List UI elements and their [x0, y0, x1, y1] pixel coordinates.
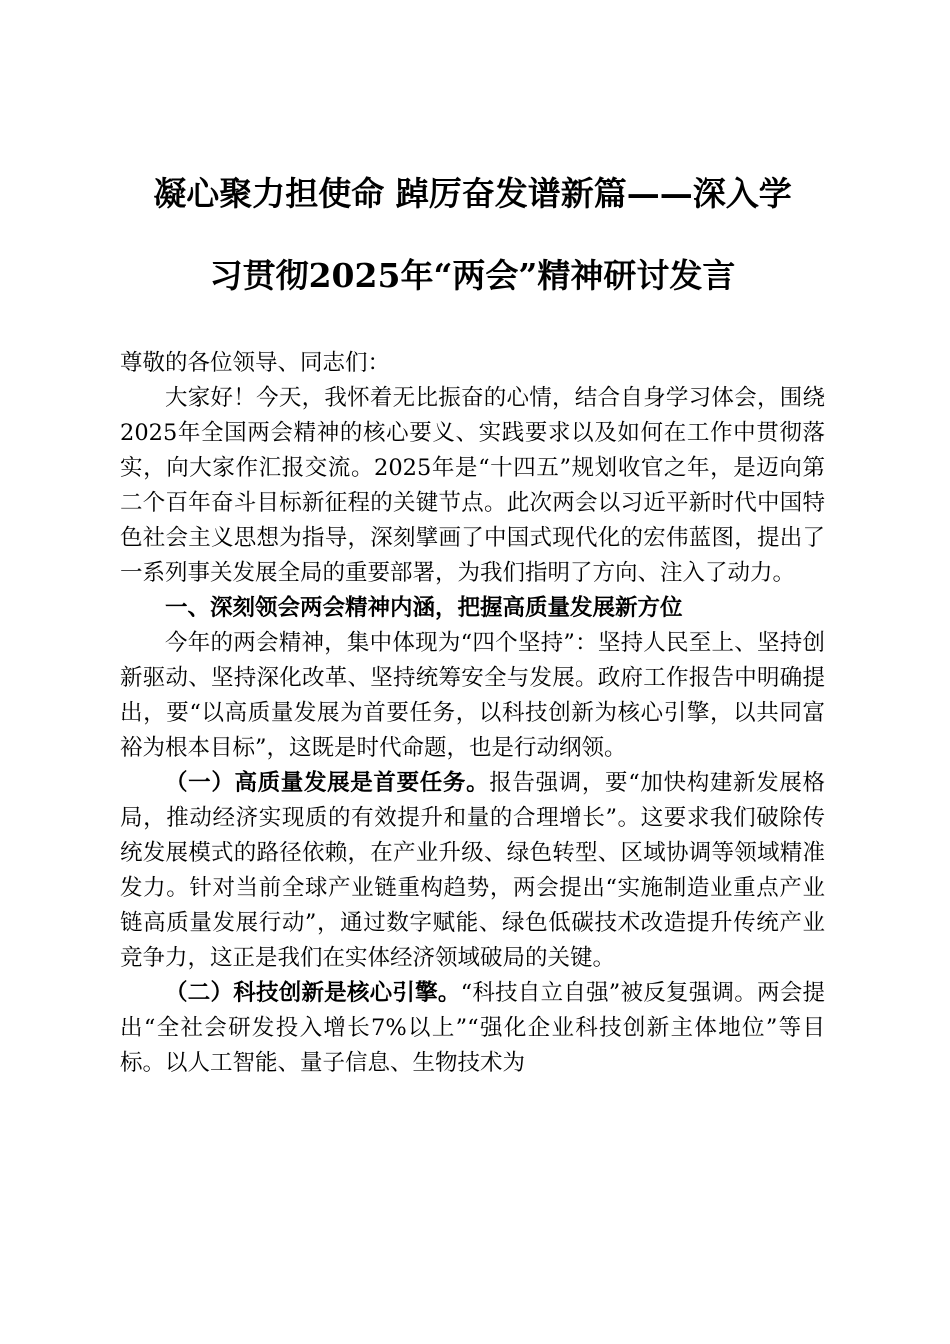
document-title	[120, 166, 825, 304]
paragraph-subsection-1	[120, 766, 825, 976]
title-line-1: 凝心聚力担使命 踔厉奋发谱新篇——深入学	[153, 174, 792, 213]
subsection-2-text: “科技自立自强”被反复强调。两会提出“全社会研发投入增长7%以上”“强化企业科技创新主体地位”等目标。以人工智能、量子信息、生物技术为	[120, 980, 825, 1076]
document-body	[120, 346, 825, 1081]
paragraph-four-persistences: 今年的两会精神，集中体现为“四个坚持”：坚持人民至上、坚持创新驱动、坚持深化改革、坚持统筹安全与发展。政府工作报告中明确提出，要“以高质量发展为首要任务，以科技创新为核心引擎，以共同富裕为根本目标”，这既是时代命题，也是行动纲领。	[120, 630, 825, 761]
subsection-1-lead: （一）高质量发展是首要任务。	[165, 770, 490, 796]
subsection-2-lead: （二）科技创新是核心引擎。	[165, 980, 461, 1006]
salutation: 尊敬的各位领导、同志们：	[120, 350, 391, 376]
paragraph-intro: 大家好！今天，我怀着无比振奋的心情，结合自身学习体会，围绕2025年全国两会精神的核心要义、实践要求以及如何在工作中贯彻落实，向大家作汇报交流。2025年是“十四五”规划收官之年，是迈向第二个百年奋斗目标新征程的关键节点。此次两会以习近平新时代中国特色社会主义思想为指导，深刻擘画了中国式现代化的宏伟蓝图，提出了一系列事关发展全局的重要部署，为我们指明了方向、注入了动力。	[120, 385, 825, 586]
document-page	[120, 162, 825, 1081]
title-line-2: 习贯彻2025年“两会”精神研讨发言	[209, 256, 736, 295]
paragraph-subsection-2	[120, 976, 825, 1081]
section-heading-1: 一、深刻领会两会精神内涵，把握高质量发展新方位	[165, 595, 683, 621]
subsection-1-text: 报告强调，要“加快构建新发展格局，推动经济实现质的有效提升和量的合理增长”。这要求我们破除传统发展模式的路径依赖，在产业升级、绿色转型、区域协调等领域精准发力。针对当前全球产业链重构趋势，两会提出“实施制造业重点产业链高质量发展行动”，通过数字赋能、绿色低碳技术改造提升传统产业竞争力，这正是我们在实体经济领域破局的关键。	[120, 770, 825, 971]
